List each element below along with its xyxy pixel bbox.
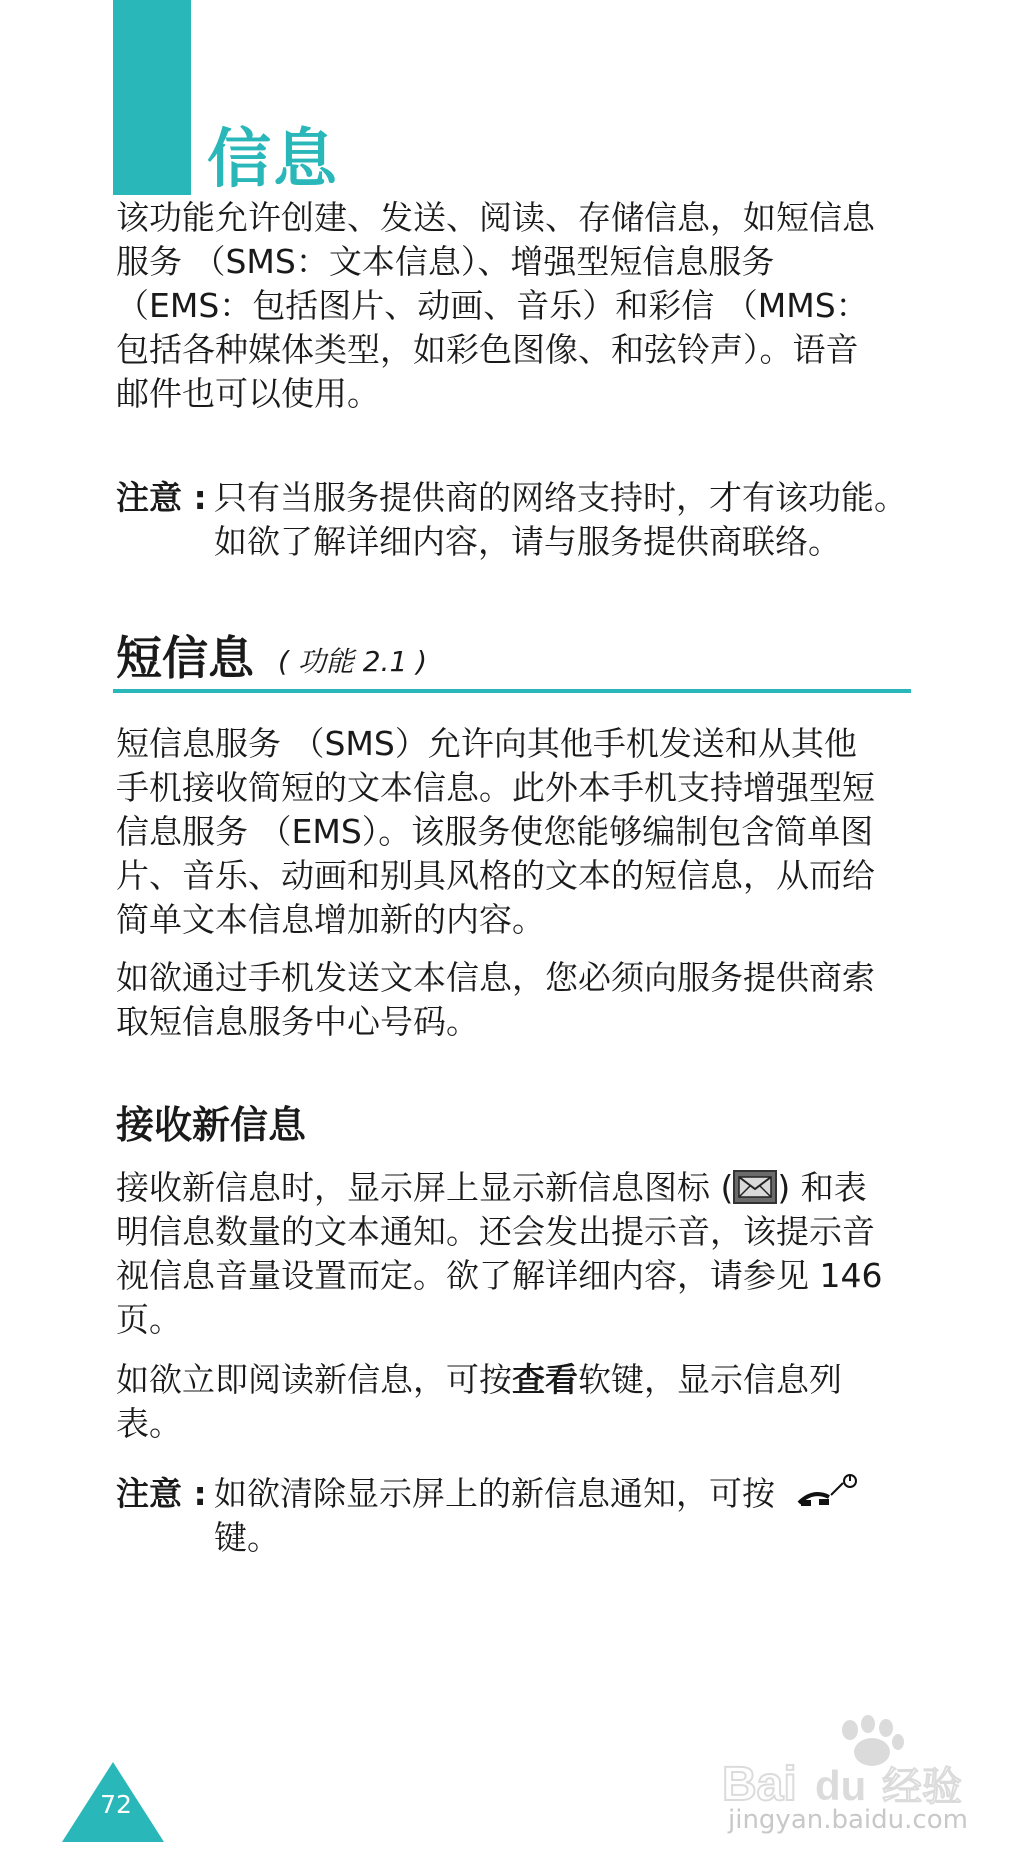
text-segment: ) 和表 xyxy=(777,1168,867,1207)
sms-center-paragraph xyxy=(116,956,916,1044)
text-segment: 软键，显示信息列 xyxy=(578,1360,842,1399)
text-line: 包括各种媒体类型，如彩色图像、和弦铃声）。语音 xyxy=(116,330,859,369)
text-line: 服务 （SMS：文本信息）、增强型短信息服务 xyxy=(116,242,775,281)
text-line: 如欲了解详细内容，请与服务提供商联络。 xyxy=(214,522,841,561)
text-line: 邮件也可以使用。 xyxy=(116,374,380,413)
section-subtitle: ( 功能 2.1 ) xyxy=(278,645,428,678)
read-now-paragraph xyxy=(116,1358,916,1446)
svg-text:Bai: Bai xyxy=(722,1758,797,1811)
text-line xyxy=(116,1358,916,1402)
text-line: 简单文本信息增加新的内容。 xyxy=(116,900,545,939)
text-line: 页。 xyxy=(116,1300,182,1339)
text-segment: 接收新信息时，显示屏上显示新信息图标 ( xyxy=(116,1168,734,1207)
section-divider xyxy=(113,689,911,693)
text-line: 如欲通过手机发送文本信息，您必须向服务提供商索 xyxy=(116,958,875,997)
text-line: 明信息数量的文本通知。还会发出提示音，该提示音 xyxy=(116,1212,875,1251)
new-message-envelope-icon xyxy=(733,1170,777,1204)
intro-paragraph xyxy=(116,196,916,416)
text-line: （EMS：包括图片、动画、音乐）和彩信 （MMS： xyxy=(116,286,869,325)
text-line: 该功能允许创建、发送、阅读、存储信息，如短信息 xyxy=(116,198,875,237)
page-number: 72 xyxy=(100,1790,132,1819)
text-line: 片、音乐、动画和别具风格的文本的短信息，从而给 xyxy=(116,856,875,895)
sms-paragraph xyxy=(116,722,916,942)
note-text xyxy=(214,1472,934,1560)
section-title: 短信息 xyxy=(116,631,254,685)
text-line: 信息服务 （EMS）。该服务使您能够编制包含简单图 xyxy=(116,812,874,851)
text-line xyxy=(116,1166,916,1210)
watermark-url: jingyan.baidu.com xyxy=(728,1805,968,1835)
text-line xyxy=(214,1472,934,1516)
subsection-title: 接收新信息 xyxy=(116,1103,307,1147)
text-line: 取短信息服务中心号码。 xyxy=(116,1002,479,1041)
text-line: 只有当服务提供商的网络支持时，才有该功能。 xyxy=(214,478,907,517)
text-segment: 如欲清除显示屏上的新信息通知，可按 xyxy=(214,1474,775,1513)
chapter-title: 信息 xyxy=(207,123,339,197)
end-power-key-icon xyxy=(795,1473,859,1513)
svg-text:du: du xyxy=(815,1762,867,1809)
text-line: 键。 xyxy=(214,1518,280,1557)
view-softkey-label: 查看 xyxy=(512,1360,578,1399)
text-line: 视信息音量设置而定。欲了解详细内容，请参见 146 xyxy=(116,1256,883,1295)
note-text xyxy=(214,476,934,564)
text-line: 表。 xyxy=(116,1404,182,1443)
svg-text:经验: 经验 xyxy=(882,1764,962,1810)
note-label: 注意 : xyxy=(116,1474,207,1513)
receive-paragraph xyxy=(116,1166,916,1342)
chapter-color-tab xyxy=(113,0,191,195)
text-segment: 如欲立即阅读新信息，可按 xyxy=(116,1360,512,1399)
text-line: 手机接收简短的文本信息。此外本手机支持增强型短 xyxy=(116,768,875,807)
text-line: 短信息服务 （SMS）允许向其他手机发送和从其他 xyxy=(116,724,857,763)
note-label: 注意 : xyxy=(116,478,207,517)
